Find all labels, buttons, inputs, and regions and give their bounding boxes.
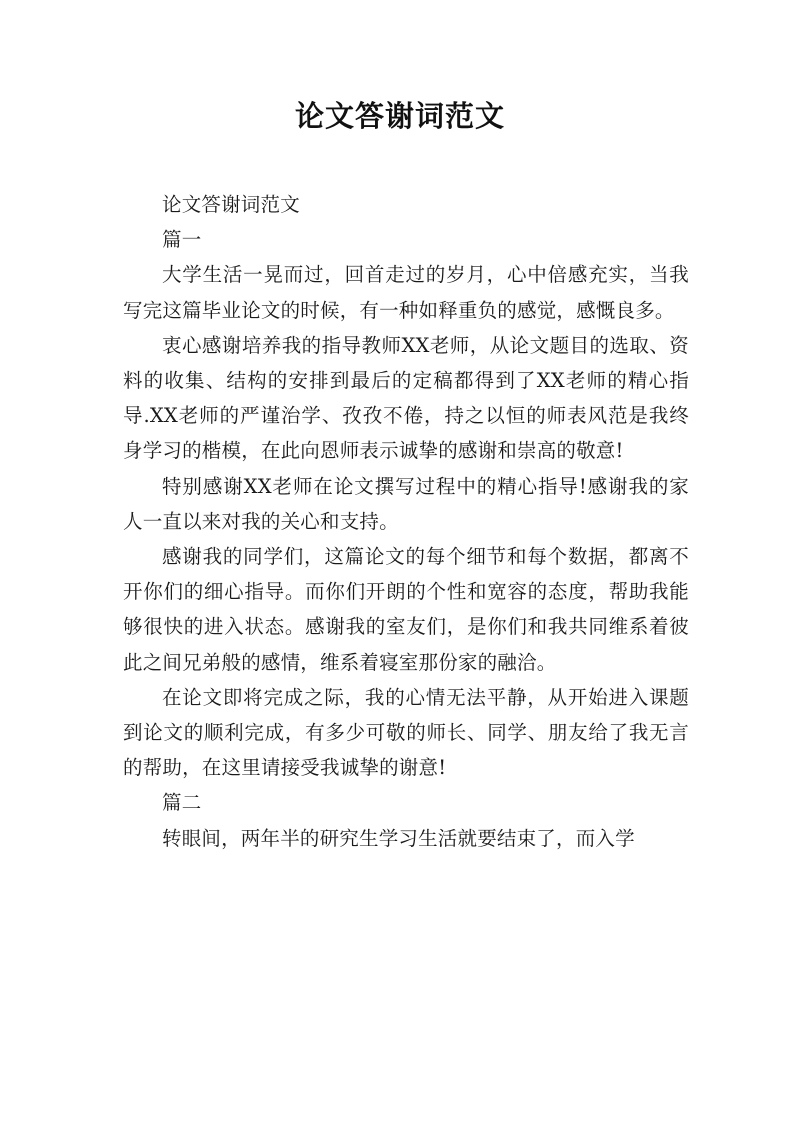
section-heading-part-one: 篇一 [162,228,202,252]
body-paragraph: 衷心感谢培养我的指导教师XX老师，从论文题目的选取、资料的收集、结构的安排到最后的定稿都得到了XX老师的精心指导.XX老师的严谨治学、孜孜不倦，持之以恒的师表风范是我终身学习的楷模，在此向恩师表示诚挚的感谢和崇高的敬意! [123,333,689,463]
document-title: 论文答谢词范文 [294,99,505,133]
body-paragraph: 在论文即将完成之际，我的心情无法平静，从开始进入课题到论文的顺利完成，有多少可敬的师长、同学、朋友给了我无言的帮助，在这里请接受我诚挚的谢意! [123,685,689,780]
body-paragraph: 感谢我的同学们，这篇论文的每个细节和每个数据，都离不开你们的细心指导。而你们开朗的个性和宽容的态度，帮助我能够很快的进入状态。感谢我的室友们，是你们和我共同维系着彼此之间兄弟般的感情，维系着寝室那份家的融洽。 [123,545,689,674]
section-heading-part-two: 篇二 [162,791,202,815]
body-paragraph: 特别感谢XX老师在论文撰写过程中的精心指导!感谢我的家人一直以来对我的关心和支持。 [123,474,689,533]
body-paragraph: 转眼间，两年半的研究生学习生活就要结束了，而入学 [162,826,635,850]
body-paragraph: 大学生活一晃而过，回首走过的岁月，心中倍感充实，当我写完这篇毕业论文的时候，有一种如释重负的感觉，感慨良多。 [123,263,689,322]
document-body [123,187,689,856]
subtitle-paragraph: 论文答谢词范文 [162,193,300,216]
